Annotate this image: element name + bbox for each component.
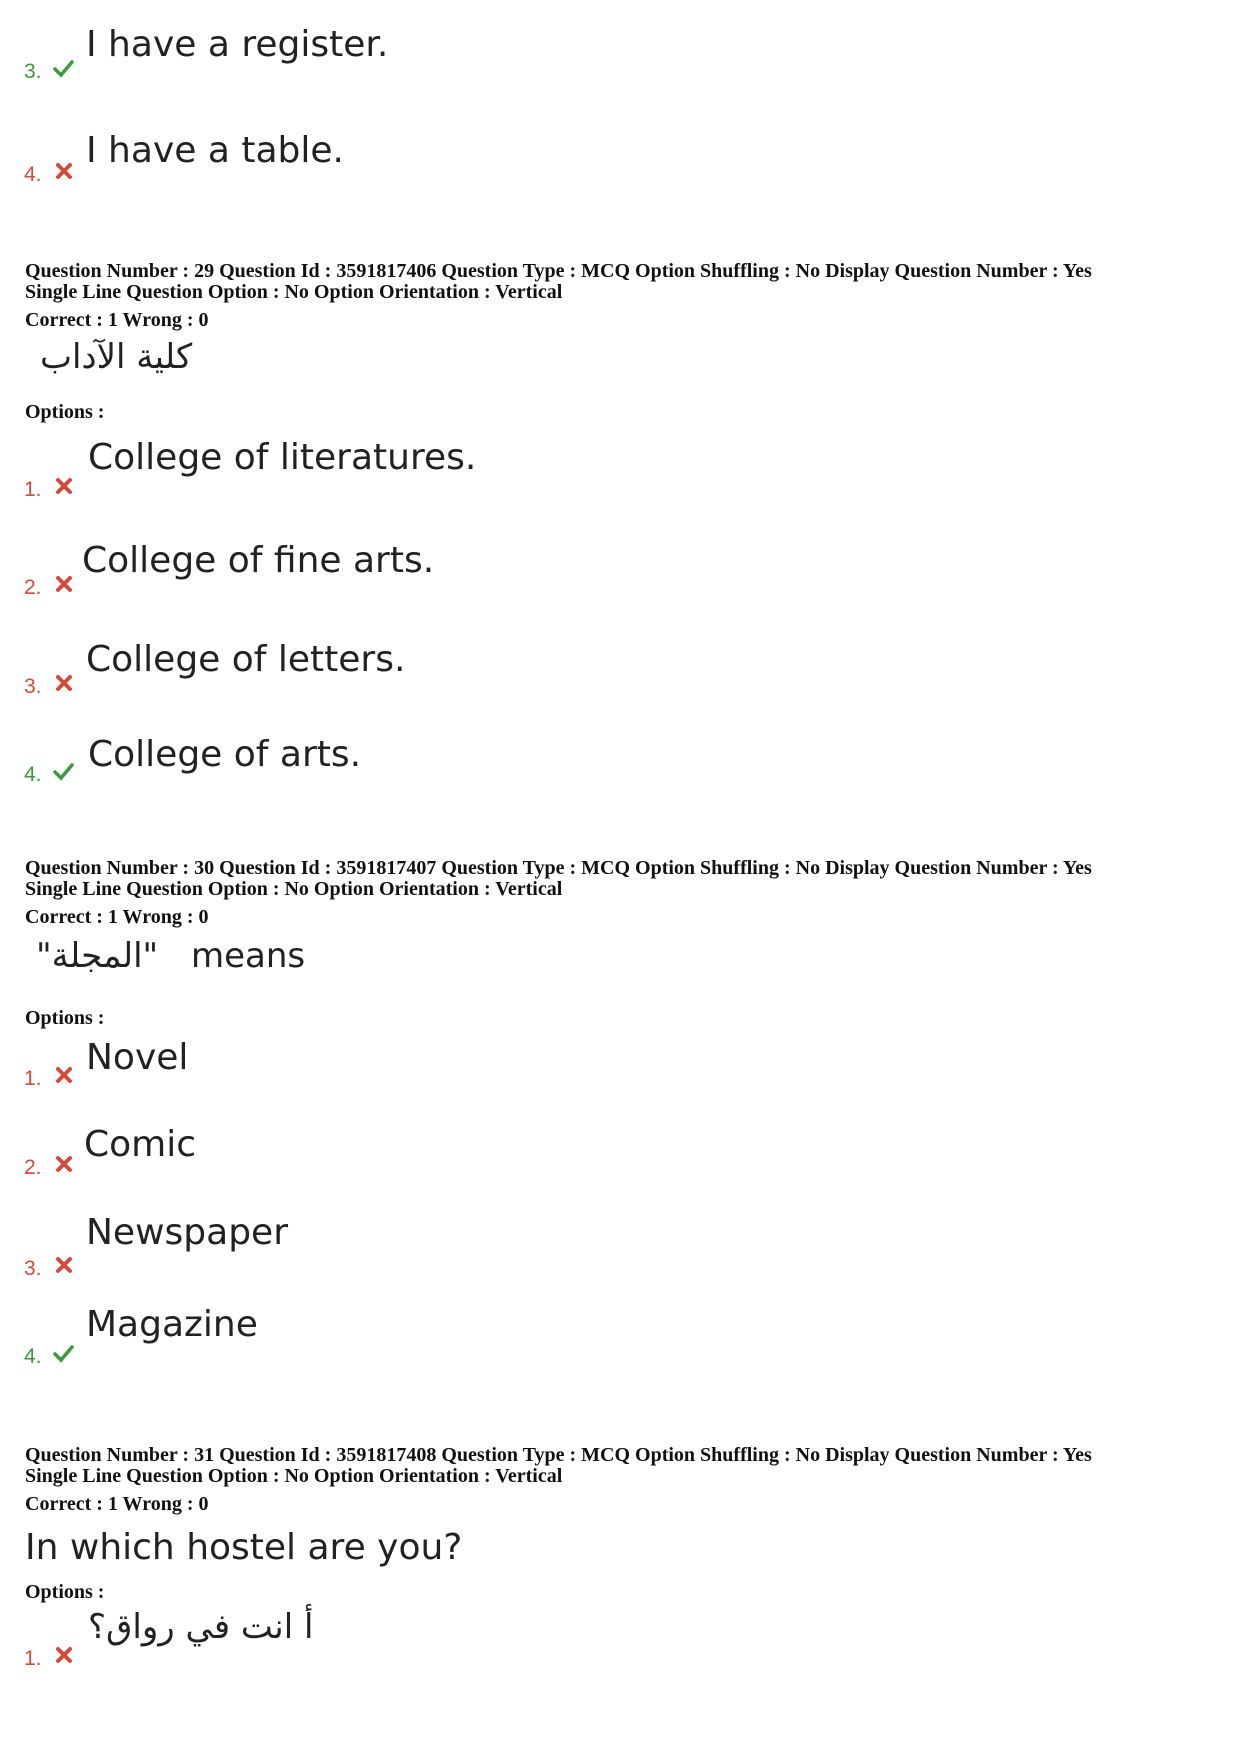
option-text: College of letters. bbox=[86, 639, 406, 680]
option-number: 4. bbox=[24, 763, 42, 786]
option-text: Novel bbox=[86, 1037, 189, 1078]
cross-icon bbox=[53, 573, 75, 595]
question-meta: Question Number : 29 Question Id : 3591817406 Question Type : MCQ Option Shuffling : No Display Question Number : Yes Single Line Question Option : No Option Orientation : Vertical bbox=[25, 260, 1092, 303]
options-label: Options : bbox=[25, 1581, 105, 1603]
score-line: Correct : 1 Wrong : 0 bbox=[25, 906, 209, 928]
cross-icon bbox=[53, 1153, 75, 1175]
option-text: College of fine arts. bbox=[82, 540, 435, 581]
option-text: College of literatures. bbox=[88, 437, 477, 478]
option-text: I have a register. bbox=[86, 24, 389, 65]
option-number: 4. bbox=[24, 1345, 42, 1368]
options-label: Options : bbox=[25, 1007, 105, 1029]
option-text: I have a table. bbox=[86, 130, 344, 171]
check-icon bbox=[52, 760, 74, 782]
option-number: 3. bbox=[24, 60, 42, 83]
option-number: 1. bbox=[24, 478, 42, 501]
question-meta: Question Number : 31 Question Id : 3591817408 Question Type : MCQ Option Shuffling : No Display Question Number : Yes Single Line Question Option : No Option Orientation : Vertical bbox=[25, 1444, 1092, 1487]
option-text: College of arts. bbox=[88, 734, 362, 775]
option-number: 1. bbox=[24, 1647, 42, 1670]
score-line: Correct : 1 Wrong : 0 bbox=[25, 309, 209, 331]
score-line: Correct : 1 Wrong : 0 bbox=[25, 1493, 209, 1515]
option-number: 3. bbox=[24, 1257, 42, 1280]
options-label: Options : bbox=[25, 401, 105, 423]
option-text: Newspaper bbox=[86, 1212, 288, 1253]
option-number: 2. bbox=[24, 1156, 42, 1179]
cross-icon bbox=[53, 1644, 75, 1666]
cross-icon bbox=[53, 160, 75, 182]
question-meta: Question Number : 30 Question Id : 3591817407 Question Type : MCQ Option Shuffling : No Display Question Number : Yes Single Line Question Option : No Option Orientation : Vertical bbox=[25, 857, 1092, 900]
cross-icon bbox=[53, 1064, 75, 1086]
option-text: Comic bbox=[84, 1124, 197, 1165]
option-number: 1. bbox=[24, 1067, 42, 1090]
cross-icon bbox=[53, 672, 75, 694]
question-stem: "المجلة" means bbox=[36, 936, 306, 976]
option-text: أ انت في رواق؟ bbox=[88, 1607, 314, 1647]
question-stem: كلية الآداب bbox=[40, 337, 193, 377]
cross-icon bbox=[53, 1254, 75, 1276]
cross-icon bbox=[53, 475, 75, 497]
option-text: Magazine bbox=[86, 1304, 258, 1345]
option-number: 3. bbox=[24, 675, 42, 698]
check-icon bbox=[52, 1342, 74, 1364]
question-stem: In which hostel are you? bbox=[25, 1527, 463, 1568]
check-icon bbox=[52, 57, 74, 79]
option-number: 2. bbox=[24, 576, 42, 599]
option-number: 4. bbox=[24, 163, 42, 186]
